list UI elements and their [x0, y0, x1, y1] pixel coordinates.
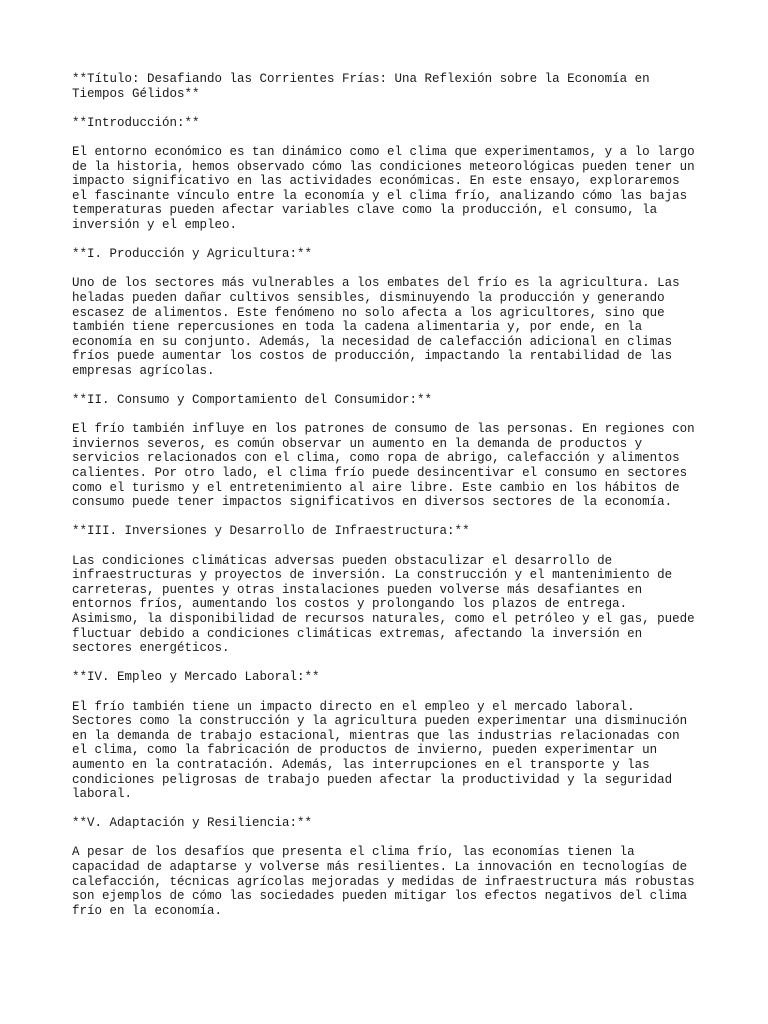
section-heading-adaptation: **V. Adaptación y Resiliencia:**: [72, 816, 313, 831]
section-heading-consumption: **II. Consumo y Comportamiento del Consumidor:**: [72, 393, 433, 408]
section-heading-employment: **IV. Empleo y Mercado Laboral:**: [72, 670, 320, 685]
section-paragraph-consumption: El frío también influye en los patrones de consumo de las personas. En regiones con inviernos severos, es común observar un aumento en la demanda de productos y servicios relacionados con el clima, como ropa de abrigo, calefacción y alimentos calientes. Por otro lado, el clima frío puede desincentivar el consumo en sectores como el turismo y el entretenimiento al aire libre. Este cambio en los hábitos de consumo puede tener impactos significativos en diversos sectores de la economía.: [72, 422, 695, 510]
section-paragraph-employment: El frío también tiene un impacto directo en el empleo y el mercado laboral. Sectores como la construcción y la agricultura pueden experimentar una disminución en la demanda de trabajo estacional, mientras que las industrias relacionadas con el clima, como la fabricación de productos de invierno, pueden experimentar un aumento en la contratación. Además, las interrupciones en el transporte y las condiciones peligrosas de trabajo pueden afectar la productividad y la seguridad laboral.: [72, 699, 688, 802]
document-page: [72, 72, 702, 933]
section-paragraph-investment: Las condiciones climáticas adversas pueden obstaculizar el desarrollo de infraestructuras y proyectos de inversión. La construcción y el mantenimiento de carreteras, puentes y otras instalaciones pueden volverse más desafiantes en entornos fríos, aumentando los costos y prolongando los plazos de entrega. Asimismo, la disponibilidad de recursos naturales, como el petróleo y el gas, puede fluctuar debido a condiciones climáticas extremas, afectando la inversión en sectores energéticos.: [72, 553, 695, 656]
intro-paragraph: El entorno económico es tan dinámico como el clima que experimentamos, y a lo largo de la historia, hemos observado cómo las condiciones meteorológicas pueden tener un impacto significativo en las actividades económicas. En este ensayo, exploraremos el fascinante vínculo entre la economía y el clima frío, analizando cómo las bajas temperaturas pueden afectar variables clave como la producción, el consumo, la inversión y el empleo.: [72, 144, 695, 232]
section-paragraph-adaptation: A pesar de los desafíos que presenta el clima frío, las economías tienen la capacidad de adaptarse y volverse más resilientes. La innovación en tecnologías de calefacción, técnicas agrícolas mejoradas y medidas de infraestructura más robustas son ejemplos de cómo las sociedades pueden mitigar los efectos negativos del clima frío en la economía.: [72, 845, 695, 918]
section-heading-investment: **III. Inversiones y Desarrollo de Infraestructura:**: [72, 524, 470, 539]
section-paragraph-production: Uno de los sectores más vulnerables a los embates del frío es la agricultura. Las heladas pueden dañar cultivos sensibles, disminuyendo la producción y generando escasez de alimentos. Este fenómeno no solo afecta a los agricultores, sino que también tiene repercusiones en toda la cadena alimentaria y, por ende, en la economía en su conjunto. Además, la necesidad de calefacción adicional en climas fríos puede aumentar los costos de producción, impactando la rentabilidad de las empresas agrícolas.: [72, 276, 680, 378]
intro-heading: **Introducción:**: [72, 115, 200, 130]
document-title: **Título: Desafiando las Corrientes Frías: Una Reflexión sobre la Economía en Tiempos Gélidos**: [72, 72, 650, 101]
section-heading-production: **I. Producción y Agricultura:**: [72, 247, 313, 262]
